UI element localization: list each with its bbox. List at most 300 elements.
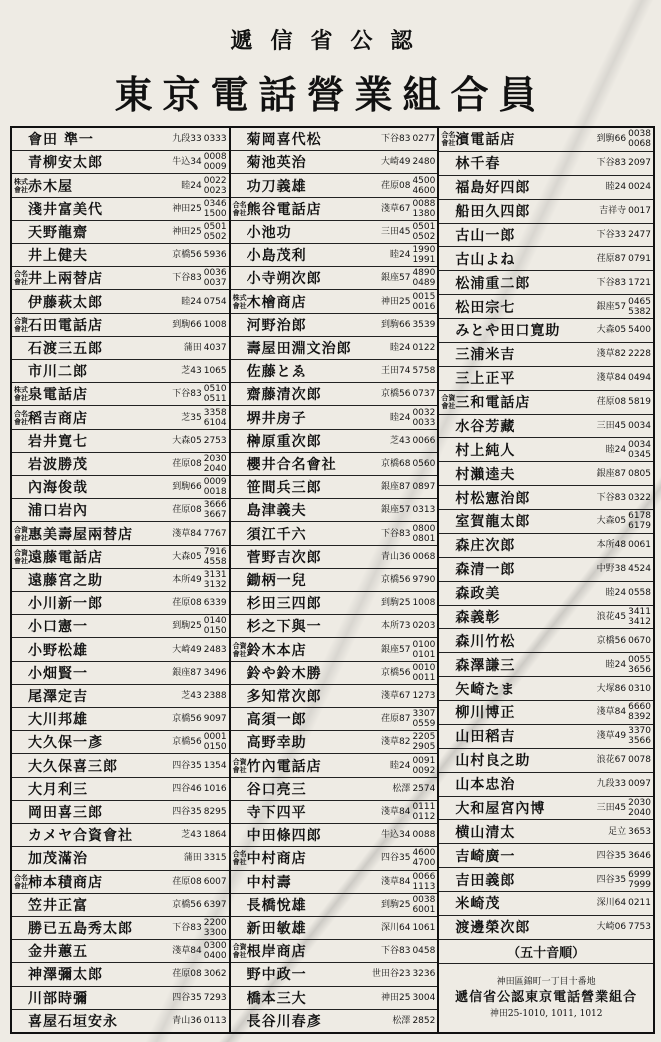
exchange-name: 深川64 — [380, 923, 411, 933]
member-row — [12, 987, 229, 1010]
exchange-name: 四谷35 — [172, 760, 202, 771]
page-title: 東京電話營業組合員 — [114, 72, 547, 117]
member-name: 赤木屋 — [28, 178, 73, 195]
line-numbers — [204, 343, 227, 353]
member-row — [439, 701, 653, 725]
member-name: 中田條四郎 — [246, 828, 322, 845]
phone-number — [172, 616, 226, 636]
line-number: 0560 — [412, 458, 436, 469]
line-numbers — [204, 222, 227, 242]
member-name: 村松憲治郎 — [455, 490, 531, 507]
phone-number — [597, 755, 651, 765]
line-number: 0068 — [412, 551, 436, 562]
line-number: 0313 — [412, 505, 436, 516]
member-name: 小川新一郎 — [28, 596, 103, 613]
line-number: 0333 — [203, 134, 227, 145]
phone-number — [381, 575, 435, 585]
line-number: 0211 — [628, 898, 651, 909]
line-numbers — [412, 459, 435, 469]
line-numbers — [628, 870, 651, 890]
company-type-badge: 株式會社 — [232, 292, 247, 310]
phone-number — [172, 222, 226, 242]
exchange-name: 松澤 — [392, 783, 411, 794]
member-name: 伊藤萩太郎 — [28, 294, 103, 311]
member-name: 岩井寛七 — [28, 433, 88, 450]
exchange-name: 下谷83 — [380, 946, 411, 957]
phone-number — [381, 621, 435, 631]
company-type-badge: 合名會社 — [441, 130, 456, 148]
line-numbers — [204, 598, 227, 608]
line-number: 3646 — [628, 850, 651, 861]
member-row — [231, 731, 438, 754]
line-number: 2388 — [203, 690, 227, 701]
phone-number — [597, 493, 651, 503]
phone-number — [597, 684, 651, 694]
phone-number — [599, 206, 651, 216]
exchange-name: 足立 — [608, 826, 627, 837]
exchange-name: 青山36 — [380, 551, 411, 562]
member-row — [439, 295, 653, 319]
member-row — [231, 499, 438, 522]
exchange-name: 九段33 — [596, 779, 627, 790]
phone-number — [381, 709, 435, 729]
exchange-name: 浪花67 — [596, 755, 627, 766]
member-name: 加茂滿治 — [28, 851, 88, 868]
company-type-badge: 合資會社 — [232, 640, 247, 658]
member-row — [231, 615, 438, 638]
exchange-name: 到駒25 — [172, 621, 202, 632]
exchange-name: 淺草67 — [380, 690, 411, 701]
member-row — [12, 267, 229, 290]
member-name: カメヤ合資會社 — [28, 828, 133, 845]
line-number: 2200 — [203, 918, 227, 928]
line-number: 0088 — [412, 830, 436, 841]
phone-number — [381, 732, 435, 752]
line-numbers — [412, 575, 435, 585]
member-row — [12, 546, 229, 569]
member-row — [12, 778, 229, 801]
member-name: 三上正平 — [455, 371, 516, 388]
phone-number — [172, 761, 226, 771]
exchange-name: 三田45 — [596, 802, 627, 813]
member-name: 岡田喜三郎 — [28, 804, 103, 821]
member-row — [231, 174, 438, 197]
member-name: 岩波勝茂 — [28, 456, 88, 473]
member-name: 米崎茂 — [455, 896, 501, 913]
line-numbers — [628, 397, 651, 407]
exchange-name: 三田45 — [380, 226, 411, 237]
exchange-name: 荏原08 — [172, 876, 202, 887]
line-number: 8295 — [203, 806, 227, 817]
member-row — [12, 871, 229, 894]
phone-number — [172, 250, 226, 260]
line-number: 7753 — [628, 922, 651, 933]
member-name: 小島茂利 — [246, 248, 307, 265]
member-name: 船田久四郎 — [455, 204, 531, 221]
member-name: 柳川博正 — [455, 705, 516, 722]
line-number: 4558 — [203, 556, 227, 567]
member-row — [231, 778, 438, 801]
exchange-name: 下谷83 — [172, 923, 202, 933]
exchange-name: 淺草82 — [596, 349, 627, 360]
member-row — [12, 430, 229, 453]
phone-number — [597, 297, 651, 317]
association-phone: 神田25-1010, 1011, 1012 — [489, 1008, 603, 1019]
member-name: 堺井房子 — [246, 410, 307, 427]
line-number: 0310 — [628, 683, 651, 694]
line-numbers — [204, 134, 227, 144]
line-number: 7293 — [203, 992, 227, 1003]
line-number: 0150 — [203, 742, 227, 753]
line-number: 2097 — [628, 158, 651, 169]
exchange-name: 淺草82 — [380, 737, 411, 748]
member-name: 天野龍齋 — [28, 224, 88, 241]
line-numbers — [412, 552, 435, 562]
exchange-name: 浪花45 — [596, 611, 627, 622]
member-name: 尾澤定吉 — [28, 688, 88, 705]
exchange-name: 京橋56 — [172, 714, 202, 725]
line-number: 3412 — [628, 616, 651, 627]
member-name: 浦口岩內 — [28, 503, 88, 520]
line-number: 2030 — [628, 797, 651, 808]
line-number: 3370 — [628, 726, 651, 737]
member-name: 三和電話店 — [455, 395, 531, 412]
exchange-name: 到駒66 — [380, 319, 411, 330]
line-number: 3411 — [628, 606, 651, 617]
member-name: 榊原重次郎 — [246, 433, 322, 450]
header-subtitle: 遞信省公認 — [230, 28, 431, 54]
phone-number — [172, 732, 226, 752]
line-number: 3131 — [203, 569, 227, 580]
phone-number — [181, 691, 226, 701]
line-numbers — [412, 872, 435, 892]
line-numbers — [628, 511, 651, 531]
exchange-name: 四谷35 — [380, 853, 411, 864]
phone-number — [172, 645, 226, 655]
line-number: 3004 — [412, 992, 436, 1003]
line-number: 3653 — [628, 826, 651, 837]
line-number: 0111 — [412, 801, 436, 812]
member-row — [439, 343, 653, 367]
member-row — [231, 453, 438, 476]
member-name: 横山清太 — [455, 824, 516, 841]
line-number: 0008 — [203, 152, 227, 163]
sort-order-note: （五十音順） — [507, 945, 586, 961]
exchange-name: 淺草84 — [596, 707, 627, 718]
line-number: 3667 — [203, 510, 227, 521]
exchange-name: 大塚86 — [596, 683, 627, 694]
exchange-name: 京橋56 — [380, 667, 411, 678]
phone-number — [381, 598, 435, 608]
line-number: 0032 — [412, 407, 436, 418]
line-numbers — [412, 663, 435, 683]
association-footer — [439, 964, 653, 1033]
phone-number — [381, 830, 435, 840]
member-row — [12, 731, 229, 754]
line-number: 0494 — [628, 373, 651, 384]
line-number: 2852 — [412, 1015, 436, 1026]
member-row — [12, 592, 229, 615]
member-row — [231, 476, 438, 499]
member-name: 喜屋石垣安永 — [28, 1013, 118, 1030]
member-name: 村上純人 — [455, 442, 516, 459]
line-number: 0068 — [628, 139, 651, 150]
line-numbers — [412, 946, 435, 956]
line-numbers — [412, 895, 435, 915]
line-number: 5758 — [412, 366, 436, 377]
phone-number — [597, 421, 651, 431]
member-row — [12, 314, 229, 337]
line-number: 0009 — [203, 477, 227, 488]
line-number: 2905 — [412, 742, 436, 753]
member-row — [231, 754, 438, 777]
member-name: 多知常次郎 — [246, 688, 322, 705]
member-row — [12, 522, 229, 545]
phone-number — [381, 663, 435, 683]
exchange-name: 四谷35 — [596, 850, 627, 861]
phone-number — [597, 564, 651, 574]
line-numbers — [628, 655, 651, 675]
line-number: 0100 — [412, 639, 436, 650]
line-number: 4700 — [412, 858, 436, 869]
line-number: 3358 — [203, 407, 227, 418]
member-name: 井上健夫 — [28, 248, 88, 265]
exchange-name: 中野38 — [596, 564, 627, 575]
line-number: 1008 — [412, 598, 436, 609]
exchange-name: 淺草67 — [380, 203, 411, 214]
line-numbers — [628, 297, 651, 317]
line-number: 0036 — [203, 268, 227, 279]
member-row — [12, 360, 229, 383]
exchange-name: 吉祥寺 — [599, 206, 627, 217]
phone-number — [172, 570, 226, 590]
line-numbers — [628, 325, 651, 335]
phone-number — [381, 923, 435, 933]
phone-number — [172, 877, 226, 887]
member-row — [231, 917, 438, 940]
line-number: 0088 — [412, 198, 436, 209]
member-name: 笹間兵三郎 — [246, 480, 322, 497]
exchange-name: 下谷83 — [380, 134, 411, 145]
member-name: 大和屋宮內博 — [455, 800, 546, 817]
line-numbers — [412, 199, 435, 219]
phone-number — [597, 254, 651, 264]
phone-number — [597, 129, 651, 149]
member-name: 石田電話店 — [28, 317, 103, 334]
member-name: 櫻井合名會社 — [246, 456, 337, 473]
line-number: 2040 — [628, 807, 651, 818]
phone-number — [172, 900, 226, 910]
phone-number — [172, 668, 226, 678]
phone-number — [597, 779, 651, 789]
phone-number — [172, 152, 226, 172]
line-numbers — [412, 802, 435, 822]
member-row — [231, 894, 438, 917]
exchange-name: 芝43 — [181, 690, 202, 701]
line-numbers — [204, 941, 227, 961]
member-row — [231, 290, 438, 313]
line-number: 0465 — [628, 296, 651, 307]
line-numbers — [412, 621, 435, 631]
line-number: 2030 — [203, 453, 227, 464]
phone-number — [172, 918, 226, 938]
member-row — [231, 267, 438, 290]
member-row — [12, 476, 229, 499]
exchange-name: 京橋56 — [380, 574, 411, 585]
phone-number — [181, 366, 226, 376]
member-row — [439, 486, 653, 510]
phone-number — [381, 802, 435, 822]
line-number: 0511 — [203, 394, 227, 405]
line-number: 0345 — [628, 449, 651, 460]
line-numbers — [412, 993, 435, 1003]
phone-number — [597, 158, 651, 168]
exchange-name: 本所73 — [380, 621, 411, 632]
line-number: 0034 — [628, 439, 651, 450]
line-number: 0066 — [412, 871, 436, 882]
line-number: 0078 — [628, 755, 651, 766]
line-number: 3496 — [203, 667, 227, 678]
phone-number — [606, 588, 651, 598]
exchange-name: 到駒66 — [172, 319, 202, 330]
phone-number — [381, 366, 435, 376]
member-name: 福島好四郎 — [455, 180, 531, 197]
exchange-name: 銀座57 — [380, 505, 411, 516]
member-column — [229, 128, 438, 1032]
line-numbers — [628, 278, 651, 288]
phone-number — [381, 552, 435, 562]
member-row — [231, 383, 438, 406]
company-type-badge: 合資會社 — [14, 315, 28, 333]
line-number: 0038 — [628, 129, 651, 140]
phone-number — [597, 922, 651, 932]
line-numbers — [204, 761, 227, 771]
company-type-badge: 合名會社 — [232, 849, 247, 867]
exchange-name: 銀座87 — [380, 482, 411, 493]
company-type-badge: 株式會社 — [14, 385, 28, 403]
exchange-name: 深川64 — [596, 898, 627, 909]
phone-number — [597, 325, 651, 335]
member-name: 林千春 — [455, 156, 501, 173]
phone-number — [181, 176, 226, 196]
phone-number — [181, 297, 226, 307]
member-row — [439, 128, 653, 152]
line-numbers — [204, 477, 227, 497]
exchange-name: 睦24 — [389, 250, 411, 261]
exchange-name: 大森05 — [172, 551, 202, 562]
exchange-name: 下谷83 — [172, 273, 202, 284]
company-type-badge: 合資會社 — [14, 524, 28, 542]
phone-number — [172, 529, 226, 539]
line-numbers — [412, 157, 435, 167]
line-numbers — [412, 245, 435, 265]
exchange-name: 大森05 — [172, 435, 202, 446]
member-row — [12, 963, 229, 986]
line-numbers — [412, 343, 435, 353]
exchange-name: 淺草84 — [380, 876, 411, 887]
exchange-name: 神田25 — [172, 226, 202, 237]
member-name: 新田敏雄 — [246, 921, 307, 937]
line-number: 3315 — [203, 853, 227, 864]
association-name: 遞信省公認東京電話營業組合 — [455, 989, 638, 1005]
line-number: 0801 — [412, 533, 436, 544]
company-type-badge: 合名會社 — [14, 408, 28, 426]
member-row — [231, 522, 438, 545]
member-name: 柿本積商店 — [28, 874, 103, 891]
exchange-name: 蒲田 — [183, 853, 202, 864]
member-row — [12, 754, 229, 777]
member-row — [12, 174, 229, 197]
line-number: 0559 — [412, 719, 436, 730]
member-name: 佐藤とゑ — [246, 364, 307, 381]
member-name: 村瀨逵夫 — [455, 466, 516, 483]
line-numbers — [204, 830, 227, 840]
line-number: 2480 — [412, 157, 436, 168]
member-name: 菊岡喜代松 — [246, 132, 322, 149]
line-numbers — [628, 421, 651, 431]
member-name: 鋤柄一兒 — [246, 572, 307, 589]
member-row — [439, 629, 653, 653]
line-number: 0122 — [412, 342, 436, 353]
line-number: 1500 — [203, 208, 227, 219]
member-row — [439, 653, 653, 677]
member-row — [439, 152, 653, 176]
line-numbers — [204, 784, 227, 794]
member-row — [12, 499, 229, 522]
line-number: 0097 — [628, 779, 651, 790]
line-numbers — [628, 779, 651, 789]
exchange-name: 京橋56 — [380, 389, 411, 400]
exchange-name: 青山36 — [172, 1015, 202, 1026]
phone-number — [381, 848, 435, 868]
line-numbers — [628, 827, 651, 837]
phone-number — [381, 389, 435, 399]
line-numbers — [628, 684, 651, 694]
line-numbers — [412, 436, 435, 446]
line-numbers — [204, 176, 227, 196]
member-row — [439, 391, 653, 415]
line-number: 0502 — [412, 231, 436, 242]
exchange-name: 京橋56 — [172, 899, 202, 910]
line-numbers — [204, 529, 227, 539]
member-row — [439, 224, 653, 248]
member-name: 菅野吉次郎 — [246, 549, 322, 566]
phone-number — [172, 134, 226, 144]
phone-number — [597, 702, 651, 722]
member-name: 井上兩替店 — [28, 271, 103, 288]
exchange-name: 睦24 — [389, 760, 411, 771]
line-numbers — [628, 373, 651, 383]
line-numbers — [412, 756, 435, 776]
phone-number — [381, 482, 435, 492]
exchange-name: 王田74 — [380, 366, 411, 377]
phone-number — [381, 993, 435, 1003]
line-number: 6339 — [203, 598, 227, 609]
line-numbers — [204, 714, 227, 724]
exchange-name: 淺草84 — [172, 946, 202, 957]
line-number: 1721 — [628, 277, 651, 288]
phone-number — [172, 547, 226, 567]
phone-number — [172, 1016, 226, 1026]
line-numbers — [412, 366, 435, 376]
member-name: 高須一郎 — [246, 712, 307, 729]
exchange-name: 芝43 — [181, 366, 202, 377]
member-row — [439, 558, 653, 582]
line-number: 0670 — [628, 635, 651, 646]
member-name: 齋藤清次郎 — [246, 387, 322, 404]
line-number: 0091 — [412, 755, 436, 766]
exchange-name: 睦24 — [605, 588, 627, 599]
